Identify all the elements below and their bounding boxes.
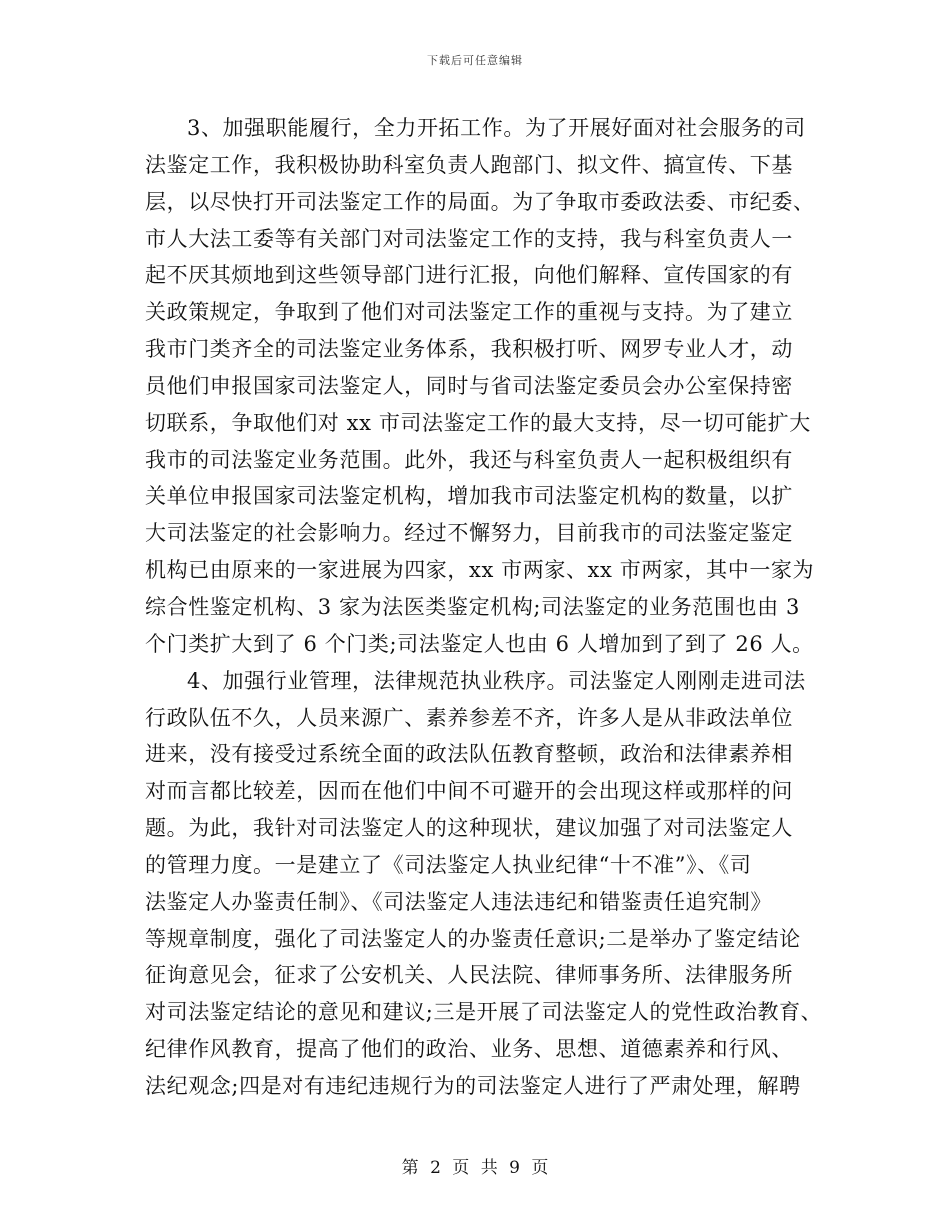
paragraph-first-line: 3、加强职能履行，全力开拓工作。为了开展好面对社会服务的司 [187, 116, 806, 140]
text-line: 关单位申报国家司法鉴定机构，增加我市司法鉴定机构的数量，以扩 [145, 484, 793, 509]
document-body [145, 110, 823, 1105]
text-line: 个门类扩大到了 6 个门类;司法鉴定人也由 6 人增加到了到了 26 人。 [145, 631, 814, 656]
text-line: 综合性鉴定机构、3 家为法医类鉴定机构;司法鉴定的业务范围也由 3 [145, 594, 800, 619]
text-line: 进来，没有接受过系统全面的政法队伍教育整顿，政治和法律素养相 [145, 742, 793, 767]
text-line: 切联系，争取他们对 xx 市司法鉴定工作的最大支持，尽一切可能扩大 [145, 410, 811, 435]
paragraph-first-line: 4、加强行业管理，法律规范执业秩序。司法鉴定人刚刚走进司法 [187, 668, 806, 693]
text-line: 法鉴定人办鉴责任制》、《司法鉴定人违法违纪和错鉴责任追究制》 [145, 889, 772, 914]
text-line: 题。为此，我针对司法鉴定人的这种现状，建议加强了对司法鉴定人 [145, 816, 793, 841]
text-line: 征询意见会，征求了公安机关、人民法院、律师事务所、法律服务所 [145, 963, 793, 988]
text-line: 我市门类齐全的司法鉴定业务体系，我积极打听、网罗专业人才，动 [145, 337, 793, 362]
text-line: 法鉴定工作，我积极协助科室负责人跑部门、拟文件、搞宣传、下基 [145, 152, 793, 177]
text-line: 法纪观念;四是对有违纪违规行为的司法鉴定人进行了严肃处理，解聘 [145, 1073, 801, 1098]
text-line: 对司法鉴定结论的意见和建议;三是开展了司法鉴定人的党性政治教育、 [145, 1000, 823, 1025]
text-line: 大司法鉴定的社会影响力。经过不懈努力，目前我市的司法鉴定鉴定 [145, 521, 793, 546]
text-line: 关政策规定，争取到了他们对司法鉴定工作的重视与支持。为了建立 [145, 300, 793, 325]
text-line: 等规章制度，强化了司法鉴定人的办鉴责任意识;二是举办了鉴定结论 [145, 926, 801, 951]
text-line: 对而言都比较差，因而在他们中间不可避开的会出现这样或那样的问 [145, 779, 793, 804]
text-line: 起不厌其烦地到这些领导部门进行汇报，向他们解释、宣传国家的有 [145, 263, 793, 288]
text-line: 的管理力度。一是建立了《司法鉴定人执业纪律“十不准”》、《司 [145, 852, 752, 877]
page-header: 下载后可任意编辑 [427, 54, 523, 67]
text-line: 纪律作风教育，提高了他们的政治、业务、思想、道德素养和行风、 [145, 1037, 793, 1062]
text-line: 机构已由原来的一家进展为四家，xx 市两家、xx 市两家，其中一家为 [145, 558, 815, 583]
text-line: 员他们申报国家司法鉴定人，同时与省司法鉴定委员会办公室保持密 [145, 373, 793, 398]
text-line: 市人大法工委等有关部门对司法鉴定工作的支持，我与科室负责人一 [145, 226, 793, 251]
text-line: 我市的司法鉴定业务范围。此外，我还与科室负责人一起积极组织有 [145, 447, 793, 472]
text-line: 行政队伍不久，人员来源广、素养参差不齐，许多人是从非政法单位 [145, 705, 793, 730]
page-number-footer: 第 2 页 共 9 页 [401, 1158, 549, 1178]
text-line: 层，以尽快打开司法鉴定工作的局面。为了争取市委政法委、市纪委、 [145, 189, 815, 214]
